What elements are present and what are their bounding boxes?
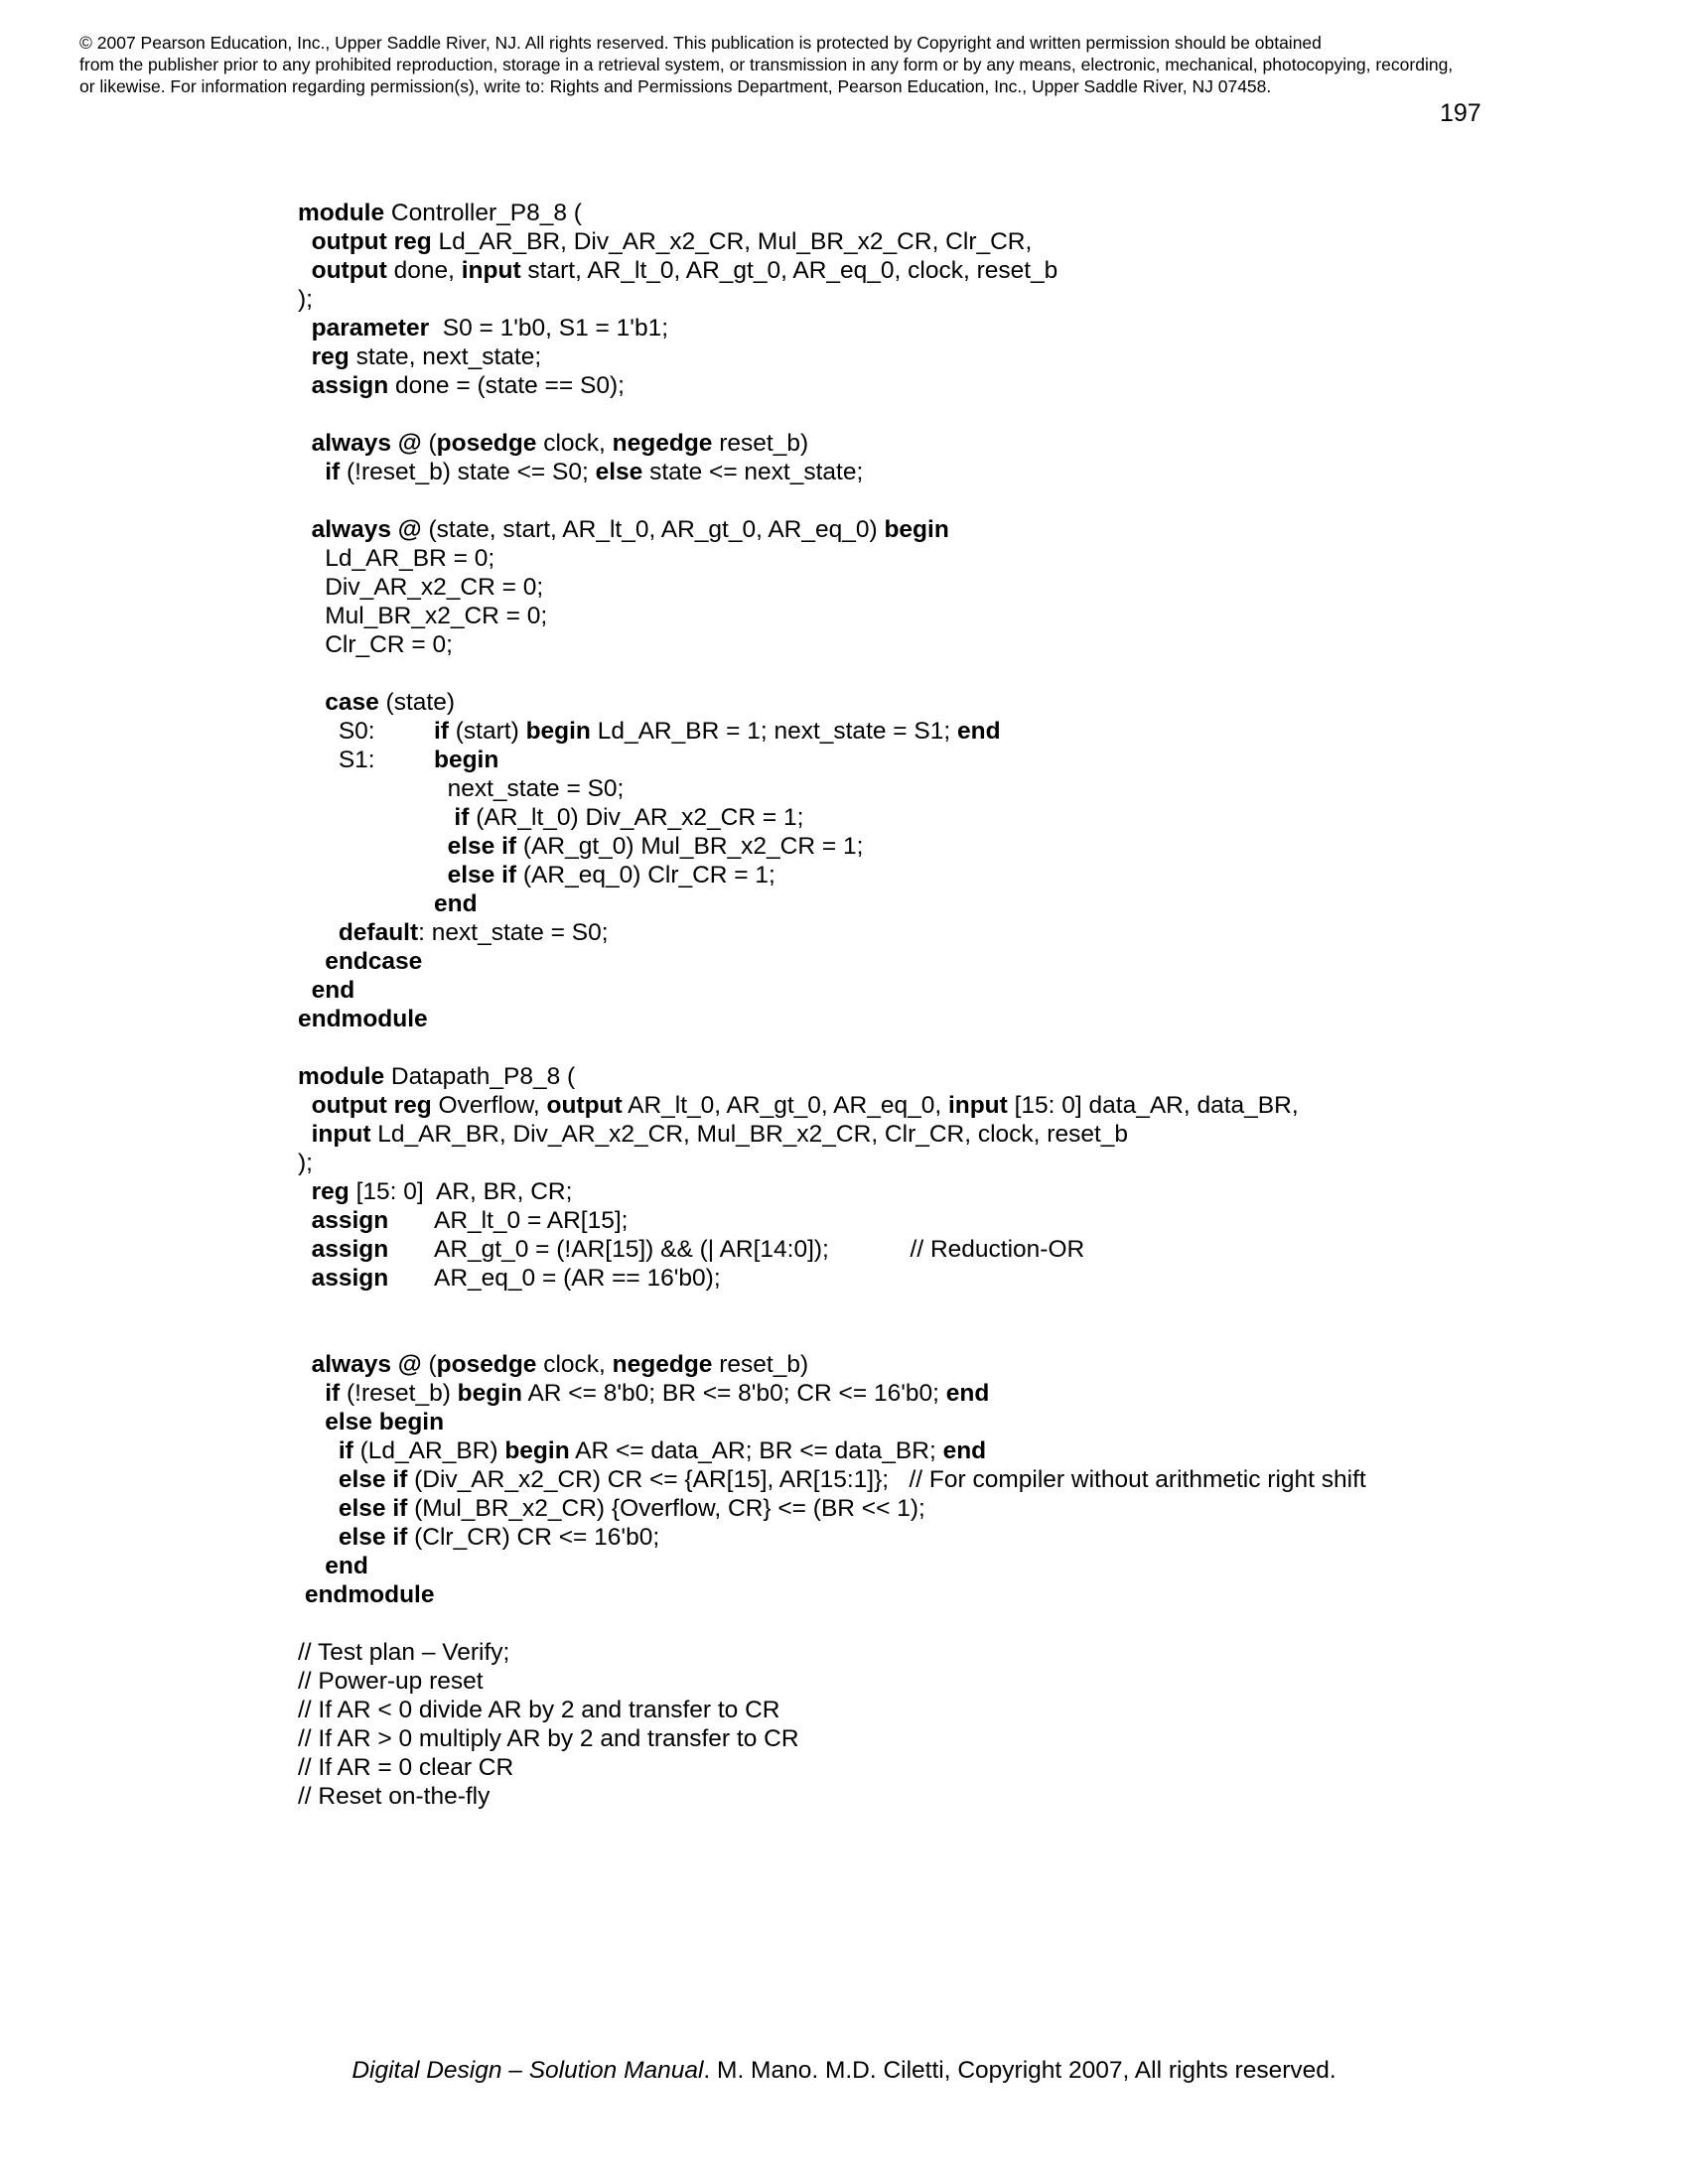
- code-line: [298, 429, 808, 458]
- code-column-2: [434, 717, 1001, 746]
- code-text: (Clr_CR) CR <= 16'b0;: [407, 1524, 660, 1551]
- code-keyword: else if: [447, 833, 517, 860]
- code-line: [298, 1149, 313, 1177]
- code-keyword: begin: [525, 718, 591, 745]
- code-text: Ld_AR_BR = 1; next_state = S1;: [590, 718, 957, 745]
- code-keyword: assign: [311, 1207, 389, 1234]
- code-line: [298, 515, 949, 544]
- code-line: [298, 1206, 629, 1235]
- code-text: start, AR_lt_0, AR_gt_0, AR_eq_0, clock, reset_b: [520, 257, 1058, 284]
- code-keyword: negedge: [612, 1351, 713, 1378]
- code-keyword: input: [947, 1092, 1008, 1119]
- code-text: [298, 689, 325, 716]
- code-keyword: output: [546, 1092, 623, 1119]
- code-keyword: output: [311, 257, 387, 284]
- code-line: [298, 1552, 368, 1580]
- code-line: [298, 1724, 799, 1753]
- code-text: AR_lt_0 = AR[15];: [434, 1207, 629, 1234]
- code-column-2: [434, 861, 775, 889]
- code-text: Ld_AR_BR, Div_AR_x2_CR, Mul_BR_x2_CR, Clr_CR,: [431, 228, 1033, 255]
- code-keyword: input: [461, 257, 521, 284]
- code-column-2: [434, 746, 498, 774]
- code-text: (state): [378, 689, 455, 716]
- code-line: [298, 1638, 509, 1667]
- code-text: Mul_BR_x2_CR = 0;: [298, 603, 548, 629]
- code-line: [298, 1235, 1085, 1264]
- code-keyword: if: [325, 1380, 341, 1407]
- code-line: [298, 717, 1001, 746]
- code-text: S0:: [298, 718, 375, 745]
- code-text: done = (state == S0);: [388, 372, 625, 399]
- code-line: [298, 976, 354, 1005]
- code-text: [298, 1178, 312, 1205]
- code-text: (Mul_BR_x2_CR) {Overflow, CR} <= (BR << 1);: [407, 1495, 925, 1522]
- code-text: [15: 0] data_AR, data_BR,: [1007, 1092, 1299, 1119]
- code-keyword: begin: [884, 516, 949, 543]
- code-keyword: if: [325, 459, 341, 485]
- code-keyword: end: [434, 890, 478, 917]
- code-keyword: always @: [311, 430, 422, 457]
- code-keyword: begin: [457, 1380, 523, 1407]
- code-column-2: [434, 889, 478, 918]
- code-text: state <= next_state;: [642, 459, 864, 485]
- code-text: // If AR < 0 divide AR by 2 and transfer to CR: [298, 1697, 780, 1723]
- code-text: [434, 862, 448, 888]
- code-line: [298, 1436, 986, 1465]
- code-text: [434, 804, 454, 831]
- code-text: AR_eq_0 = (AR == 16'b0);: [434, 1265, 721, 1292]
- code-keyword: parameter: [311, 315, 430, 341]
- footer-book-title: Digital Design – Solution Manual: [352, 2057, 704, 2084]
- code-text: [298, 1581, 305, 1608]
- code-keyword: always @: [311, 1351, 422, 1378]
- code-text: [298, 430, 312, 457]
- code-text: (state, start, AR_lt_0, AR_gt_0, AR_eq_0): [421, 516, 885, 543]
- code-line: [298, 1005, 428, 1033]
- code-line: [298, 1523, 659, 1552]
- code-keyword: always @: [311, 516, 422, 543]
- code-line: [298, 1753, 513, 1782]
- code-text: (AR_gt_0) Mul_BR_x2_CR = 1;: [516, 833, 864, 860]
- code-text: );: [298, 1150, 313, 1176]
- code-text: // If AR = 0 clear CR: [298, 1754, 514, 1781]
- code-line: [298, 602, 547, 630]
- code-text: [298, 1380, 325, 1407]
- code-line: [298, 458, 863, 486]
- code-keyword: endmodule: [304, 1581, 435, 1608]
- code-line: [298, 544, 494, 573]
- code-text: [298, 1524, 339, 1551]
- footer-credits: . M. Mano. M.D. Ciletti, Copyright 2007, All rights reserved.: [703, 2057, 1336, 2084]
- code-keyword: begin: [434, 747, 499, 773]
- code-column-2: [434, 774, 624, 803]
- code-text: [298, 919, 339, 946]
- code-text: (AR_lt_0) Div_AR_x2_CR = 1;: [469, 804, 804, 831]
- code-text: // If AR > 0 multiply AR by 2 and transfer to CR: [298, 1725, 799, 1752]
- copyright-line: © 2007 Pearson Education, Inc., Upper Saddle River, NJ. All rights reserved. This publication is protected by Copyright and written permission should be obtained: [79, 33, 1322, 53]
- copyright-notice: [79, 32, 1628, 97]
- code-keyword: negedge: [612, 430, 713, 457]
- code-text: Controller_P8_8 (: [384, 200, 582, 226]
- code-keyword: end: [311, 977, 355, 1004]
- code-text: (Ld_AR_BR): [352, 1437, 505, 1464]
- code-line: [298, 342, 541, 371]
- code-line: [298, 1408, 444, 1436]
- code-keyword: else begin: [325, 1409, 445, 1435]
- code-column-2: [434, 832, 863, 861]
- code-keyword: output reg: [311, 1092, 432, 1119]
- code-line: [298, 1667, 484, 1696]
- code-line: [298, 630, 453, 659]
- code-line: [298, 1264, 721, 1293]
- code-text: [298, 343, 312, 370]
- code-text: (start): [448, 718, 526, 745]
- code-text: next_state = S0;: [434, 775, 625, 802]
- code-text: (AR_eq_0) Clr_CR = 1;: [516, 862, 775, 888]
- code-text: S1:: [298, 747, 375, 773]
- code-line: [298, 1120, 1128, 1149]
- code-keyword: assign: [311, 372, 389, 399]
- code-keyword: assign: [311, 1236, 389, 1263]
- code-text: S0 = 1'b0, S1 = 1'b1;: [429, 315, 669, 341]
- code-text: done,: [386, 257, 462, 284]
- code-text: [298, 516, 312, 543]
- code-text: Div_AR_x2_CR = 0;: [298, 574, 544, 601]
- code-text: // Test plan – Verify;: [298, 1639, 510, 1666]
- code-keyword: end: [957, 718, 1001, 745]
- code-keyword: reg: [311, 1178, 350, 1205]
- code-line: [298, 688, 455, 717]
- code-text: [298, 977, 312, 1004]
- code-text: // Reset on-the-fly: [298, 1783, 491, 1810]
- code-text: [15: 0] AR, BR, CR;: [349, 1178, 573, 1205]
- code-text: (!reset_b) state <= S0;: [340, 459, 596, 485]
- code-text: [298, 1265, 312, 1292]
- code-text: (: [421, 430, 437, 457]
- code-text: );: [298, 286, 313, 313]
- code-text: [298, 459, 325, 485]
- code-keyword: case: [325, 689, 379, 716]
- code-line: [298, 1350, 808, 1379]
- code-text: [298, 1409, 325, 1435]
- code-text: (!reset_b): [340, 1380, 458, 1407]
- code-text: [298, 1207, 312, 1234]
- code-keyword: if: [434, 718, 449, 745]
- code-text: (: [421, 1351, 437, 1378]
- code-text: clock,: [536, 430, 613, 457]
- code-line: [298, 1580, 434, 1609]
- code-text: Ld_AR_BR = 0;: [298, 545, 495, 572]
- code-text: AR <= data_AR; BR <= data_BR;: [569, 1437, 943, 1464]
- code-text: [434, 833, 448, 860]
- code-text: [298, 228, 312, 255]
- code-text: [298, 1121, 312, 1148]
- code-keyword: module: [298, 200, 385, 226]
- code-keyword: module: [298, 1063, 385, 1090]
- code-text: [298, 1437, 339, 1464]
- code-text: AR <= 8'b0; BR <= 8'b0; CR <= 16'b0;: [522, 1380, 946, 1407]
- code-text: [298, 1351, 312, 1378]
- code-line: [298, 1379, 989, 1408]
- code-keyword: else: [595, 459, 643, 485]
- code-text: [298, 1553, 325, 1579]
- code-line: [298, 1782, 490, 1811]
- code-text: (Div_AR_x2_CR) CR <= {AR[15], AR[15:1]}; // For compiler without arithmetic right shift: [407, 1466, 1366, 1493]
- copyright-line: from the publisher prior to any prohibited reproduction, storage in a retrieval system, or transmission in any form or by any means, electronic, mechanical, photocopying, recording,: [79, 55, 1454, 74]
- code-keyword: end: [942, 1437, 987, 1464]
- code-line: [298, 1465, 1366, 1494]
- code-keyword: else if: [338, 1495, 408, 1522]
- code-text: AR_lt_0, AR_gt_0, AR_eq_0,: [622, 1092, 948, 1119]
- code-keyword: else if: [338, 1466, 408, 1493]
- code-line: [298, 1062, 575, 1091]
- code-line: [298, 285, 313, 314]
- code-line: [298, 573, 543, 602]
- code-text: // Power-up reset: [298, 1668, 484, 1695]
- code-line: [298, 256, 1057, 285]
- code-line: [298, 371, 625, 400]
- code-line: [298, 227, 1032, 256]
- code-text: [298, 315, 312, 341]
- code-keyword: if: [454, 804, 470, 831]
- code-text: [298, 1236, 312, 1263]
- code-text: reset_b): [712, 430, 809, 457]
- code-keyword: output reg: [311, 228, 432, 255]
- code-text: Clr_CR = 0;: [298, 631, 453, 658]
- code-keyword: endcase: [325, 948, 423, 975]
- code-keyword: else if: [338, 1524, 408, 1551]
- code-keyword: if: [338, 1437, 353, 1464]
- code-keyword: endmodule: [298, 1006, 428, 1032]
- code-line: [298, 1177, 572, 1206]
- code-text: AR_gt_0 = (!AR[15]) && (| AR[14:0]); // Reduction-OR: [434, 1236, 1085, 1263]
- code-text: : next_state = S0;: [418, 919, 609, 946]
- code-keyword: begin: [504, 1437, 570, 1464]
- page-footer: [0, 2057, 1688, 2085]
- code-keyword: posedge: [436, 1351, 537, 1378]
- code-text: [298, 948, 325, 975]
- code-keyword: end: [945, 1380, 990, 1407]
- code-column-2: [434, 1206, 628, 1235]
- code-line: [298, 947, 422, 976]
- code-keyword: else if: [447, 862, 517, 888]
- code-keyword: end: [325, 1553, 368, 1579]
- page-number: 197: [1440, 99, 1481, 127]
- code-text: [298, 1092, 312, 1119]
- code-line: [298, 199, 582, 227]
- code-text: clock,: [536, 1351, 613, 1378]
- code-column-2: [434, 1264, 721, 1293]
- code-keyword: posedge: [436, 430, 537, 457]
- code-text: Overflow,: [431, 1092, 547, 1119]
- code-keyword: input: [311, 1121, 371, 1148]
- code-text: [298, 372, 312, 399]
- code-text: Ld_AR_BR, Div_AR_x2_CR, Mul_BR_x2_CR, Clr_CR, clock, reset_b: [370, 1121, 1129, 1148]
- code-line: [298, 746, 499, 774]
- code-column-2: [434, 803, 803, 832]
- code-line: [298, 918, 609, 947]
- code-keyword: reg: [311, 343, 350, 370]
- code-text: [298, 1466, 339, 1493]
- code-text: reset_b): [712, 1351, 809, 1378]
- code-keyword: assign: [311, 1265, 389, 1292]
- code-line: [298, 1696, 779, 1724]
- code-text: [298, 257, 312, 284]
- code-text: [298, 1495, 339, 1522]
- code-text: Datapath_P8_8 (: [384, 1063, 576, 1090]
- code-keyword: default: [338, 919, 419, 946]
- code-line: [298, 1091, 1299, 1120]
- code-column-2: [434, 1235, 1084, 1264]
- code-text: state, next_state;: [349, 343, 542, 370]
- code-line: [298, 314, 668, 342]
- copyright-line: or likewise. For information regarding permission(s), write to: Rights and Permissions Department, Pearson Education, Inc., Upper Saddle River, NJ 07458.: [79, 76, 1272, 96]
- code-line: [298, 1494, 925, 1523]
